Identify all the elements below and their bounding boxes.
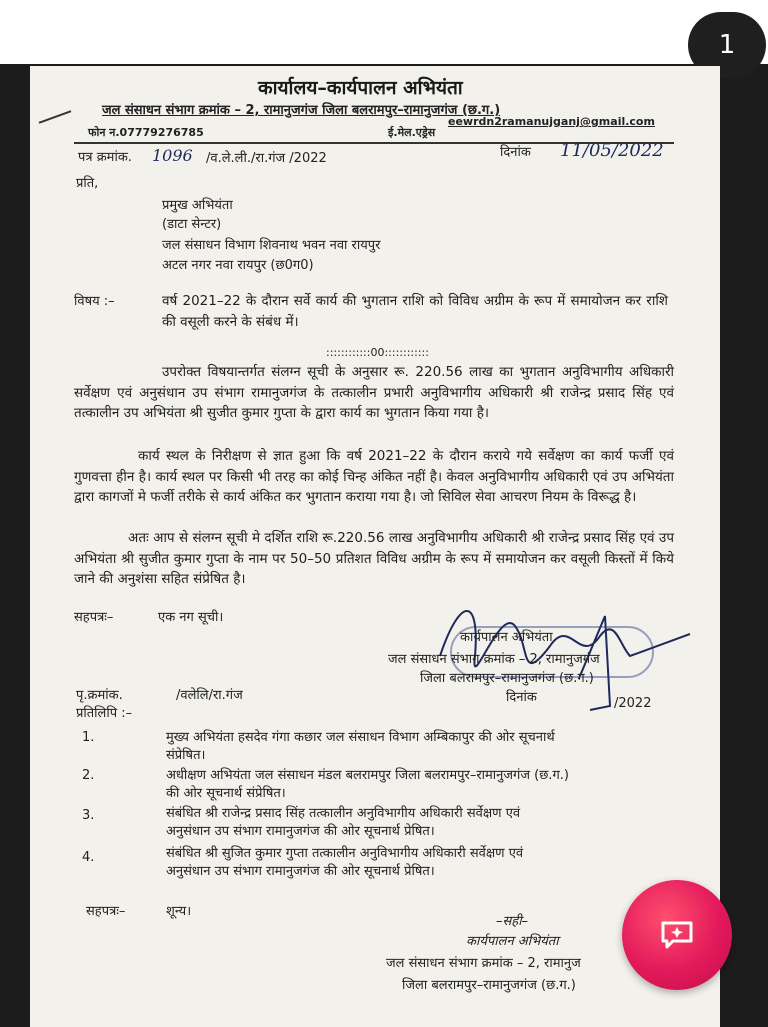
- copy-item-2-line-1: अधीक्षण अभियंता जल संसाधन मंडल बलरामपुर जिला बलरामपुर–रामानुजगंज (छ.ग.): [166, 768, 569, 783]
- signatory-line-2: जिला बलरामपुर–रामानुजगंज (छ.ग.): [420, 671, 594, 686]
- copy-item-1-line-1: मुख्य अभियंता हसदेव गंगा कछार जल संसाधन विभाग अम्बिकापुर की ओर सूचनार्थ: [166, 730, 555, 745]
- date-value: 11/05/2022: [560, 140, 664, 161]
- document-page: [30, 66, 720, 1027]
- division-line: जल संसाधन संभाग क्रमांक – 2, रामानुजगंज जिला बलरामपुर–रामानुजगंज (छ.ग.): [102, 103, 501, 118]
- signatory-title-2: कार्यपालन अभियंता: [466, 934, 559, 949]
- sparkle-chat-icon: [659, 919, 695, 951]
- address-line-4: अटल नगर नवा रायपुर (छ0ग0): [162, 258, 314, 273]
- phone-number: फोन न.07779276785: [88, 126, 204, 139]
- date-label: दिनांक: [500, 145, 531, 160]
- copy-ref-suffix: /वलेलि/रा.गंज: [176, 688, 243, 703]
- copy-item-4-line-1: संबंधित श्री सुजित कुमार गुप्ता तत्कालीन अनुविभागीय अधिकारी सर्वेक्षण एवं: [166, 846, 524, 861]
- enclosure-label: सहपत्रः–: [74, 610, 114, 625]
- paragraph-2: कार्य स्थल के निरीक्षण से ज्ञात हुआ कि वर्ष 2021–22 के दौरान कराये गये सर्वेक्षण का कार्य फर्जी एवं गुणवत्ता हीन है। कार्य स्थल पर किसी भी तरह का कोई चिन्ह अंकित नहीं है। केवल अनुविभागीय अधिकारी एवं उप अभियंता द्वारा कागजों मे फर्जी तरीके से कार्य अंकित कर भुगतान कराया गया है। जो सिविल सेवा आचरण नियम के विरूद्ध है।: [74, 448, 674, 505]
- ref-number: 1096: [152, 146, 193, 165]
- viewer-top-bar: [0, 0, 768, 64]
- office-title: कार्यालय–कार्यपालन अभियंता: [258, 77, 463, 99]
- subject-label: विषय :–: [74, 294, 115, 309]
- email-address: eewrdn2ramanujganj@gmail.com: [448, 115, 655, 128]
- ref-suffix: /व.ले.ली./रा.गंज /2022: [206, 151, 327, 166]
- paragraph-3: अतः आप से संलग्न सूची मे दर्शित राशि रू.220.56 लाख अनुविभागीय अधिकारी श्री राजेन्द्र प्रसाद सिंह एवं उप अभियंता श्री सुजीत कुमार गुप्ता के नाम पर 50–50 प्रतिशत विविध अग्रीम के रूप में समायोजन कर वसूली किस्तों में किये जाने की अनुशंसा सहित संप्रेषित है।: [74, 530, 674, 587]
- address-line-3: जल संसाधन विभाग शिवनाथ भवन नवा रायपुर: [162, 238, 381, 253]
- copy-item-4-number: 4.: [82, 850, 95, 865]
- copy-item-2-line-2: की ओर सूचनार्थ संप्रेषित।: [166, 786, 286, 801]
- address-line-2: (डाटा सेन्टर): [162, 217, 222, 232]
- copy-item-1-line-2: संप्रेषित।: [166, 748, 206, 763]
- margin-mark: [39, 110, 72, 124]
- page-number: 1: [718, 30, 736, 60]
- signature-date-suffix: /2022: [614, 696, 652, 711]
- copy-enclosure-text: शून्य।: [166, 904, 192, 919]
- copy-item-3-line-1: संबंधित श्री राजेन्द्र प्रसाद सिंह तत्कालीन अनुविभागीय अधिकारी सर्वेक्षण एवं: [166, 806, 521, 821]
- signatory-2-line-1: जल संसाधन संभाग क्रमांक – 2, रामानुज: [386, 956, 581, 971]
- copy-item-3-number: 3.: [82, 808, 95, 823]
- signature-date-label: दिनांक: [506, 690, 537, 705]
- email-label: ई.मेल.एड्रेस: [388, 126, 436, 139]
- enclosure-text: एक नग सूची।: [158, 610, 224, 625]
- address-line-1: प्रमुख अभियंता: [162, 198, 233, 213]
- signatory-2-line-2: जिला बलरामपुर–रामानुजगंज (छ.ग.): [402, 978, 576, 993]
- ref-label: पत्र क्रमांक.: [78, 150, 132, 165]
- signatory-line-1: जल संसाधन संभाग क्रमांक – 2, रामानुजगंज: [388, 652, 600, 667]
- ai-assistant-button[interactable]: [622, 880, 732, 990]
- copy-item-2-number: 2.: [82, 768, 95, 783]
- separator: ::::::::::::00::::::::::::: [326, 346, 429, 359]
- copy-item-3-line-2: अनुसंधान उप संभाग रामानुजगंज की ओर सूचनार्थ प्रेषित।: [166, 824, 435, 839]
- signatory-title-1: कार्यपालन अभियंता: [460, 630, 553, 645]
- copy-enclosure-label: सहपत्रः–: [86, 904, 126, 919]
- copy-item-1-number: 1.: [82, 730, 95, 745]
- to-label: प्रति,: [76, 176, 99, 191]
- subject-text: वर्ष 2021–22 के दौरान सर्वे कार्य की भुगतान राशि को विविध अग्रीम के रूप में समायोजन कर राशि की वसूली करने के संबंध में।: [162, 293, 668, 330]
- signed-mark: –सही–: [496, 914, 529, 929]
- copy-label: प्रतिलिपि :–: [76, 706, 133, 721]
- copy-ref-label: पृ.क्रमांक.: [76, 688, 123, 703]
- copy-item-4-line-2: अनुसंधान उप संभाग रामानुजगंज की ओर सूचनार्थ प्रेषित।: [166, 864, 435, 879]
- paragraph-1: उपरोक्त विषयान्तर्गत संलग्न सूची के अनुसार रू. 220.56 लाख का भुगतान अनुविभागीय अधिकारी सर्वेक्षण एवं अनुसंधान उप संभाग रामानुजगंज के तत्कालीन प्रभारी अनुविभागीय अधिकारी श्री राजेन्द्र प्रसाद सिंह एवं तत्कालीन उप अभियंता श्री सुजीत कुमार गुप्ता के द्वारा कार्य का भुगतान किया गया है।: [74, 364, 674, 421]
